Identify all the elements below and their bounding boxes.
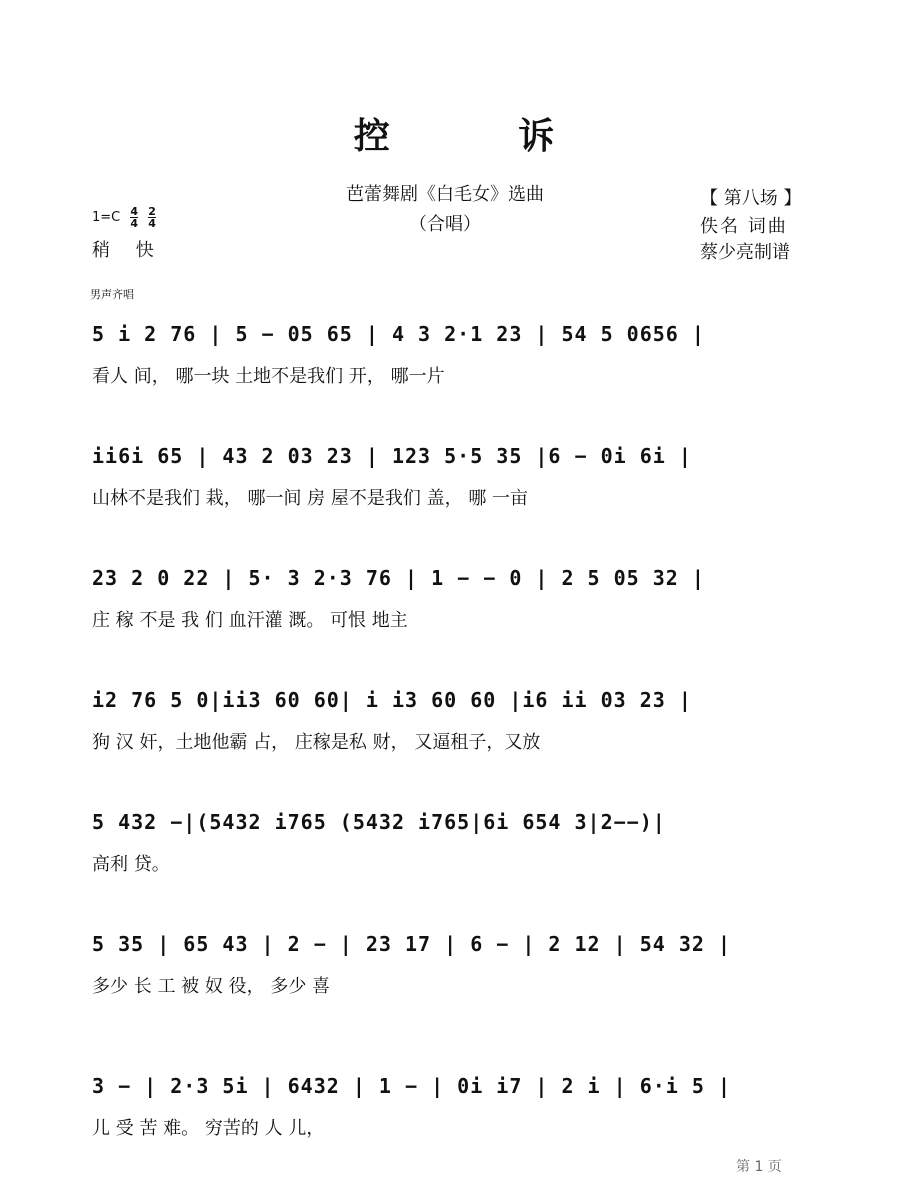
performance-form: （合唱） [409,214,481,235]
time-sig-num: 2 [148,205,156,218]
song-title: 控 诉 [353,116,613,157]
notation-row [92,566,812,596]
notation-text: 5 432 −|(5432 i765 (5432 i765|6i 654 3|2−−)| [92,810,666,834]
notation-row [92,688,812,718]
key-label: 1=C [92,210,121,225]
time-signature-2 [148,206,156,229]
score-credit: 蔡少亮制谱 [700,242,790,263]
lyrics-row: 多少 长 工 被 奴 役， 多少 喜 [92,976,331,997]
notation-text: 3 − | 2·3 5i | 6432 | 1 − | 0i i7 | 2 i | 6·i 5 | [92,1074,732,1098]
notation-text: ii6i 65 | 43 2 03 23 | 123 5·5 35 |6 − 0i 6i | [92,444,692,468]
slur-marks [92,810,812,840]
slur-marks [92,688,812,718]
lyrics-row: 儿 受 苦 难。 穷苦的 人 儿， [92,1118,325,1139]
time-sig-num: 4 [130,205,139,218]
notation-row [92,1074,812,1104]
lyrics-row: 看人 间， 哪一块 土地不是我们 开， 哪一片 [92,366,445,387]
notation-row [92,444,812,474]
voice-part-label: 男声齐唱 [90,288,134,301]
page-number: 第 1 页 [736,1159,782,1175]
slur-marks [92,1074,812,1104]
scene-label: 【 第八场 】 [700,188,802,209]
slur-marks [92,444,812,474]
lyrics-row: 山林不是我们 栽， 哪一间 房 屋不是我们 盖， 哪 一亩 [92,488,529,509]
notation-text: 5 i 2 76 | 5 − 05 65 | 4 3 2·1 23 | 54 5 0656 | [92,322,705,346]
notation-text: 23 2 0 22 | 5· 3 2·3 76 | 1 − − 0 | 2 5 05 32 | [92,566,705,590]
slur-marks [92,566,812,596]
slur-marks [92,322,812,352]
notation-text: 5 35 | 65 43 | 2 − | 23 17 | 6 − | 2 12 | 54 32 | [92,932,732,956]
notation-text: i2 76 5 0|ii3 60 60| i i3 60 60 |i6 ii 03 23 | [92,688,692,712]
time-signature-1 [130,206,138,229]
notation-row [92,932,812,962]
time-sig-den: 4 [148,217,156,230]
subtitle: 芭蕾舞剧《白毛女》选曲 [346,184,544,205]
tempo-marking: 稍 快 [92,240,164,261]
time-sig-den: 4 [130,217,139,230]
notation-row [92,810,812,840]
notation-row [92,322,812,352]
lyrics-row: 高利 贷。 [92,854,170,875]
key-signature [92,206,156,229]
lyrics-credit: 佚名 词曲 [700,216,788,237]
lyrics-row: 狗 汉 奸，土地他霸 占， 庄稼是私 财， 又逼租子，又放 [92,732,541,753]
lyrics-row: 庄 稼 不是 我 们 血汗灌 溉。 可恨 地主 [92,610,408,631]
slur-marks [92,932,812,962]
